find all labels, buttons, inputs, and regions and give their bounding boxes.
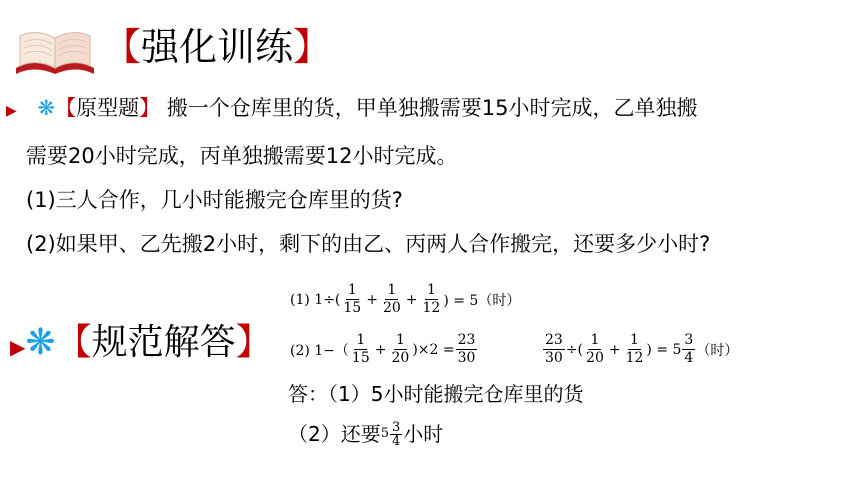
- title-bracket-close: 】: [293, 25, 332, 69]
- plus-sign: +: [405, 291, 418, 308]
- bullet-triangle-icon: ▶: [6, 103, 17, 119]
- fraction: $\frac{1}{20}$: [586, 332, 604, 366]
- fraction: $\frac{23}{30}$: [545, 332, 563, 366]
- problem-line-1: [6, 93, 698, 126]
- fraction: $\frac{1}{20}$: [391, 332, 410, 366]
- label-bracket-close: 】: [139, 96, 161, 120]
- eq1-prefix: (1) 1÷(: [290, 291, 341, 308]
- equation-3: [542, 332, 738, 367]
- eq3-mid: ) = 5: [646, 341, 682, 358]
- fraction: $\frac{1}{12}$: [625, 332, 644, 366]
- eq3-suffix: （时）: [696, 342, 739, 359]
- fraction: $\frac{1}{15}$: [351, 332, 370, 366]
- solution-bracket-close: 】: [235, 322, 272, 363]
- solution-title-text: 规范解答: [91, 322, 236, 363]
- fraction: $\frac{23}{30}$: [457, 332, 476, 366]
- problem-line-2: 需要20小时完成，丙单独搬需要12小时完成。: [26, 144, 458, 168]
- eq1-suffix: ) = 5（时）: [443, 292, 521, 309]
- problem-text-1: 搬一个仓库里的货，甲单独搬需要15小时完成，乙单独搬: [166, 96, 698, 120]
- equation-2: [290, 332, 478, 367]
- question-2: (2)如果甲、乙先搬2小时，剩下的由乙、丙两人合作搬完，还要多少小时?: [26, 232, 711, 256]
- plus-sign: +: [608, 341, 621, 358]
- answer-2-suffix: 小时: [403, 422, 444, 446]
- star-icon: ❋: [37, 96, 56, 120]
- book-icon: [12, 28, 98, 78]
- fraction: $\frac{1}{15}$: [343, 282, 362, 316]
- mixed-number: 5 $\frac{3}{4}$: [380, 419, 401, 449]
- plus-sign: +: [374, 341, 387, 358]
- fraction: $\frac{1}{12}$: [422, 282, 441, 316]
- plus-sign: +: [366, 291, 378, 308]
- star-icon: ❋: [25, 322, 56, 363]
- solution-bracket-open: 【: [55, 322, 92, 363]
- solution-title: [10, 318, 272, 372]
- divide-sign: ÷(: [565, 341, 584, 358]
- section-title: [103, 22, 331, 72]
- fraction: $\frac{3}{4}$: [684, 332, 694, 366]
- fraction: $\frac{3}{4}$: [392, 419, 401, 449]
- eq2-prefix: (2) 1−（: [290, 342, 349, 359]
- answer-2: [288, 420, 443, 448]
- label-bracket-open: 【: [55, 96, 77, 120]
- title-bracket-open: 【: [103, 25, 142, 69]
- bullet-triangle-icon: ▶: [10, 335, 26, 359]
- equation-1: [290, 282, 520, 317]
- title-text: 强化训练: [141, 25, 294, 69]
- question-1: (1)三人合作，几小时能搬完仓库里的货?: [26, 188, 403, 212]
- answer-1: 答：（1）5小时能搬完仓库里的货: [288, 382, 584, 406]
- eq2-mid: )×2 =: [412, 341, 455, 358]
- problem-label: 原型题: [76, 96, 140, 120]
- answer-2-prefix: （2）还要: [288, 422, 381, 446]
- fraction: $\frac{1}{20}$: [382, 282, 401, 316]
